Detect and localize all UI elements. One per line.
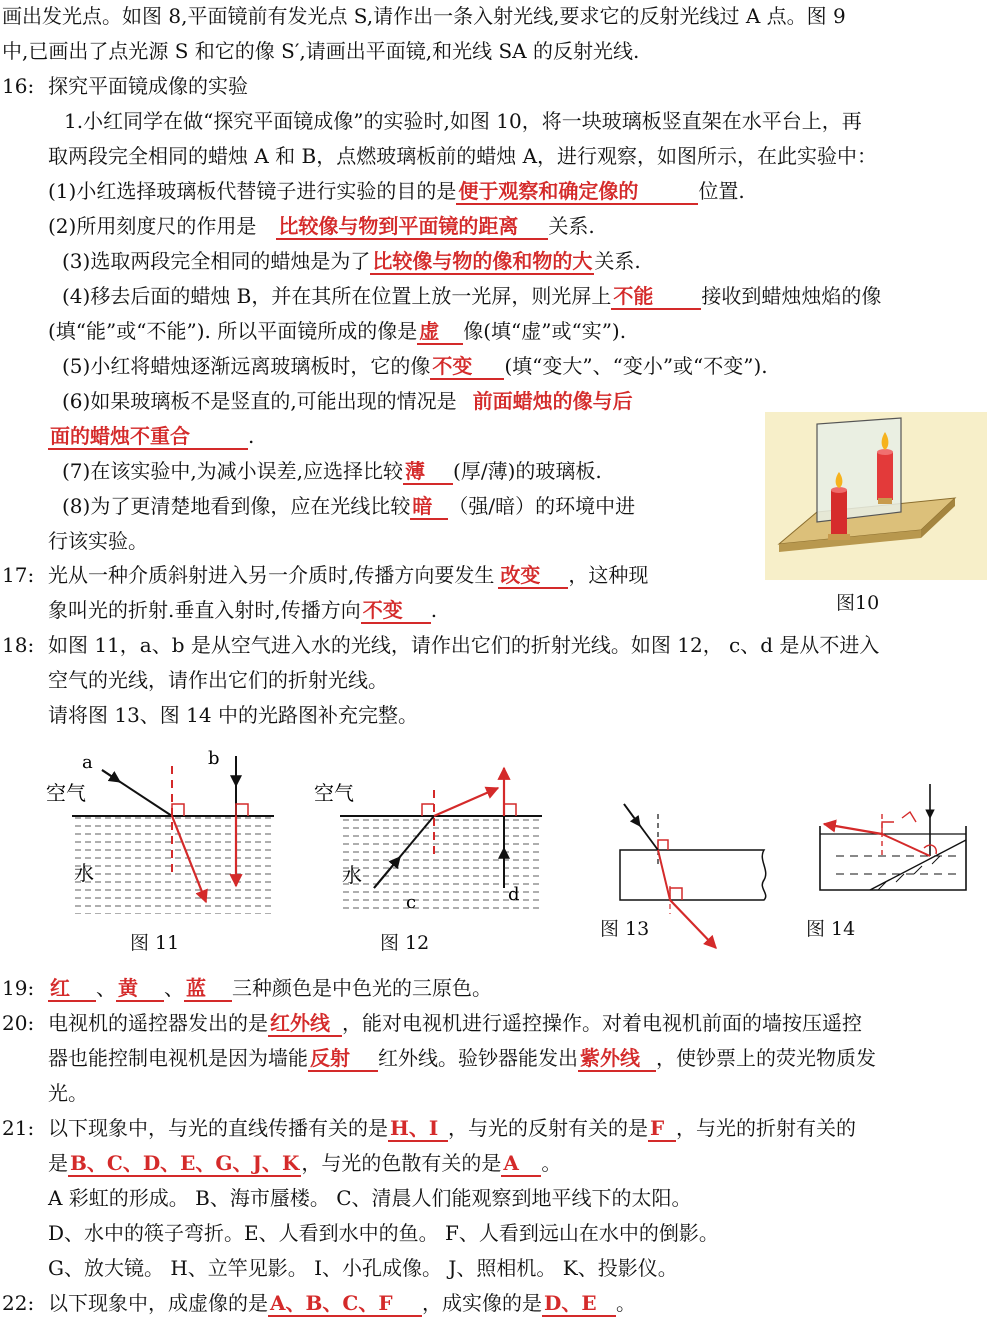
separator: 、 — [96, 976, 116, 1000]
q21-line-2 — [48, 1149, 561, 1177]
q17-text-c: 象叫光的折射.垂直入射时,传播方向 — [48, 598, 361, 622]
answer-blank: 虚 — [417, 319, 463, 345]
q17-text-b: ，这种现 — [568, 563, 649, 587]
figure-10-image — [765, 412, 987, 580]
q16-part-4 — [62, 282, 881, 310]
air-label: 空气 — [314, 781, 354, 805]
separator: 、 — [164, 976, 184, 1000]
q16-stem-2: 取两段完全相同的蜡烛 A 和 B，点燃玻璃板前的蜡烛 A，进行观察，如图所示，在此实验中： — [48, 144, 878, 168]
answer-blank: 暗 — [410, 494, 448, 520]
emergent-ray — [824, 824, 882, 834]
q22-text-c: 。 — [616, 1291, 636, 1315]
q18-line-1 — [2, 631, 880, 659]
q17-line-1 — [2, 561, 649, 589]
q21-text-f: 。 — [541, 1151, 562, 1175]
answer-blank: 黄 — [116, 976, 164, 1002]
q16-part-6 — [62, 387, 635, 415]
q21-number: 21: — [2, 1116, 35, 1140]
q20-line-2 — [48, 1044, 876, 1072]
ray-label-d: d — [508, 884, 520, 905]
q18-number: 18: — [2, 633, 35, 657]
q21-options-1: A 彩虹的形成。 B、海市蜃楼。 C、清晨人们能观察到地平线下的太阳。 — [48, 1186, 692, 1210]
right-angle-mark — [172, 804, 184, 816]
q16-part-4-cont — [48, 317, 626, 345]
answer-blank: 比较像与物的像和物的大 — [372, 249, 593, 273]
answer-blank: 红 — [48, 976, 96, 1002]
q22-text-b: ，成实像的是 — [422, 1291, 542, 1315]
q20-text-d: 红外线。验钞器能发出 — [378, 1046, 578, 1070]
refracted-ray-c — [434, 788, 498, 816]
q18-line-3: 请将图 13、图 14 中的光路图补充完整。 — [48, 703, 418, 727]
figure-14 — [806, 778, 982, 900]
q16-p4-text-2: (填“能”或“不能”). 所以平面镜所成的像是 — [48, 319, 418, 343]
answer-blank: 蓝 — [184, 976, 232, 1002]
answer-blank: A、B、C、F — [268, 1291, 422, 1317]
figure-13-caption: 图 13 — [600, 918, 650, 940]
ray-label-b: b — [208, 748, 220, 769]
answer-blank: 改变 — [498, 563, 568, 589]
answer-blank: 前面蜡烛的像与后 — [472, 389, 633, 413]
q16-p5-text: (5)小红将蜡烛逐渐远离玻璃板时，它的像 — [62, 354, 431, 378]
q20-line-3: 光。 — [48, 1081, 88, 1105]
q22-text-a: 以下现象中，成虚像的是 — [48, 1291, 268, 1315]
q16-part-5 — [62, 352, 768, 380]
q17-line-2 — [48, 596, 437, 624]
q16-p7-tail: (厚/薄)的玻璃板. — [453, 459, 602, 483]
water-label: 水 — [74, 861, 94, 885]
q16-p4-tail-2: 像(填“虚”或“实”). — [463, 319, 627, 343]
incident-ray-arrow — [624, 804, 640, 826]
answer-blank: 红外线 — [268, 1011, 342, 1037]
q16-p8-tail: （强/暗）的环境中进 — [448, 494, 636, 518]
answer-blank: A — [501, 1151, 541, 1177]
q18-line-2: 空气的光线，请作出它们的折射光线。 — [48, 668, 388, 692]
q20-line-1 — [2, 1009, 862, 1037]
air-label: 空气 — [46, 781, 86, 805]
intro-line-2: 中,已画出了点光源 S 和它的像 S′,请画出平面镜,和光线 SA 的反射光线. — [2, 39, 640, 63]
q22-number: 22: — [2, 1291, 35, 1315]
q17-number: 17: — [2, 563, 35, 587]
answer-blank: 不变 — [430, 354, 504, 380]
answer-blank: H、I — [388, 1116, 448, 1142]
q20-text-c: 器也能控制电视机是因为墙能 — [48, 1046, 308, 1070]
answer-blank: 薄 — [403, 459, 453, 485]
q16-p5-tail: (填“变大”、“变小”或“不变”). — [504, 354, 768, 378]
q16-p1-text: (1)小红选择玻璃板代替镜子进行实验的目的是 — [48, 179, 457, 203]
q17-text — [48, 561, 648, 589]
right-angle-mark — [236, 804, 248, 816]
q16-p4-text: (4)移去后面的蜡烛 B，并在其所在位置上放一光屏，则光屏上 — [62, 284, 612, 308]
answer-blank: 反射 — [308, 1046, 378, 1072]
q16-part-7 — [62, 457, 602, 485]
q20-number: 20: — [2, 1011, 35, 1035]
q16-p6-text: (6)如果玻璃板不是竖直的,可能出现的情况是 — [62, 389, 457, 413]
intro-line-1: 画出发光点。如图 8,平面镜前有发光点 S,请作出一条入射光线,要求它的反射光线过 A 点。图 9 — [2, 4, 846, 28]
right-angle-mark — [422, 804, 434, 816]
q22-line — [2, 1289, 636, 1317]
q16-p7-text: (7)在该实验中,为减小误差,应选择比较 — [62, 459, 404, 483]
q16-heading — [2, 72, 248, 100]
q21-text-b: ，与光的反射有关的是 — [448, 1116, 648, 1140]
ray-label-c: c — [406, 892, 417, 913]
q20-text-e: ，使钞票上的荧光物质发 — [656, 1046, 876, 1070]
q21-text-c: ，与光的折射有关的 — [676, 1116, 856, 1140]
q20-text-1 — [48, 1009, 862, 1037]
figure-12 — [312, 760, 552, 922]
q19-text — [48, 974, 492, 1002]
q16-p6-tail: . — [248, 424, 255, 448]
right-angle-mark — [504, 804, 516, 816]
q17-text-d: . — [430, 598, 438, 622]
q21-options-3: G、放大镜。 H、立竿见影。 I、小孔成像。 J、照相机。 K、投影仪。 — [48, 1256, 678, 1280]
reflected-ray — [882, 834, 930, 856]
q19-tail: 三种颜色是中色光的三原色。 — [232, 976, 492, 1000]
q16-p3-tail: 关系. — [594, 249, 641, 273]
q18-text-1: 如图 11，a、b 是从空气进入水的光线，请作出它们的折射光线。如图 12， c、d 是从不进入 — [48, 633, 880, 657]
q16-title: 探究平面镜成像的实验 — [48, 74, 248, 98]
figure-12-caption: 图 12 — [380, 932, 430, 954]
q20-text-a: 电视机的遥控器发出的是 — [48, 1011, 268, 1035]
q22-text — [48, 1289, 636, 1317]
q16-p2-tail: 关系. — [548, 214, 595, 238]
q16-number: 16: — [2, 74, 35, 98]
q21-text-a: 以下现象中，与光的直线传播有关的是 — [48, 1116, 388, 1140]
q16-part-8 — [62, 492, 635, 520]
q16-part-2 — [48, 212, 595, 240]
q16-part-3 — [62, 247, 641, 275]
q16-stem-1: 1.小红同学在做“探究平面镜成像”的实验时,如图 10，将一块玻璃板竖直架在水平台上，再 — [64, 109, 862, 133]
q16-p4-tail: 接收到蜡烛烛焰的像 — [701, 284, 882, 308]
answer-blank: 不变 — [361, 598, 431, 624]
answer-blank: D、E — [542, 1291, 616, 1317]
answer-blank: B、C、D、E、G、J、K — [70, 1151, 300, 1175]
answer-blank: 比较像与物到平面镜的距离 — [276, 214, 548, 240]
q16-p8-text: (8)为了更清楚地看到像，应在光线比较 — [62, 494, 411, 518]
figure-11 — [44, 742, 284, 922]
q21-text-d: 是 — [48, 1151, 68, 1175]
answer-blank: F — [648, 1116, 676, 1142]
q16-part-1 — [48, 177, 745, 205]
q21-text-e: ，与光的色散有关的是 — [301, 1151, 502, 1175]
q16-p1-tail: 位置. — [698, 179, 745, 203]
figure-14-caption: 图 14 — [806, 918, 856, 940]
q16-p2-text: (2)所用刻度尺的作用是 — [48, 214, 257, 238]
q21-line-1 — [2, 1114, 856, 1142]
q20-text-b: ，能对电视机进行遥控操作。对着电视机前面的墙按压遥控 — [342, 1011, 862, 1035]
answer-blank: 便于观察和确定像的 — [456, 179, 698, 205]
emergent-ray — [670, 900, 716, 948]
answer-blank: 紫外线 — [578, 1046, 656, 1072]
q17-text-a: 光从一种介质斜射进入另一介质时,传播方向要发生 — [48, 563, 495, 587]
q21-text-1 — [48, 1114, 856, 1142]
figure-10-caption: 图10 — [836, 592, 880, 614]
q21-options-2: D、水中的筷子弯折。E、人看到水中的鱼。 F、人看到远山在水中的倒影。 — [48, 1221, 719, 1245]
figure-11-caption: 图 11 — [130, 932, 180, 954]
answer-blank: 面的蜡烛不重合 — [48, 424, 248, 450]
q16-p3-text: (3)选取两段完全相同的蜡烛是为了 — [62, 249, 371, 273]
answer-blank: 不能 — [611, 284, 701, 310]
q16-part-6-cont — [48, 422, 254, 450]
q19-line — [2, 974, 492, 1002]
q16-part-8-cont: 行该实验。 — [48, 529, 148, 553]
ray-a-arrow — [102, 770, 120, 782]
q19-number: 19: — [2, 976, 35, 1000]
water-label: 水 — [342, 863, 362, 887]
ray-label-a: a — [82, 752, 93, 773]
